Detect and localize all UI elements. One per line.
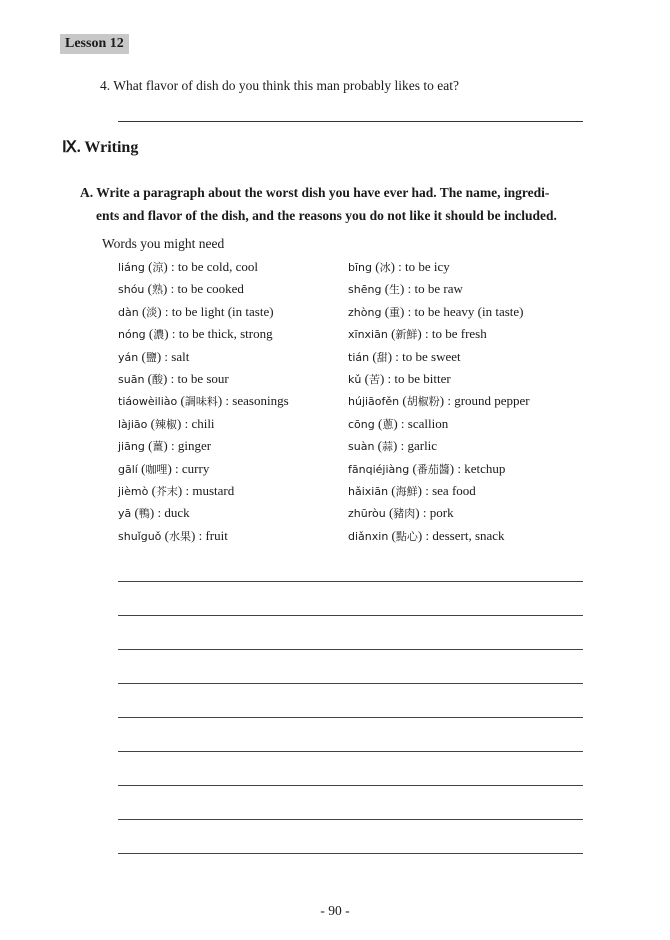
vocab-meaning: duck (164, 505, 190, 521)
vocab-pinyin: làjiāo (118, 417, 148, 431)
lesson-label: Lesson 12 (60, 34, 129, 54)
vocab-item: shóu (熟) : to be cooked (118, 281, 244, 297)
vocab-hanzi: 胡椒粉 (406, 395, 440, 409)
vocab-item: cōng (蔥) : scallion (348, 415, 449, 431)
vocab-pinyin: shēng (348, 283, 382, 297)
vocab-item: dàn (淡) : to be light (in taste) (118, 303, 274, 319)
vocab-hanzi: 濃 (153, 328, 165, 342)
vocab-hanzi: 咖哩 (145, 462, 168, 476)
vocab-meaning: to be cold, cool (177, 259, 259, 274)
vocab-meaning: to be sour (177, 371, 229, 387)
vocab-hanzi: 調味料 (184, 395, 218, 409)
prompt-line-2: ents and flavor of the dish, and the reasons you do not like it should be included. (96, 208, 557, 223)
vocab-pinyin: suàn (348, 440, 375, 454)
writing-prompt (80, 181, 580, 227)
vocab-meaning: pork (429, 505, 454, 521)
vocab-meaning: to be icy (405, 259, 450, 274)
vocab-item: bīng (冰) : to be icy (348, 259, 450, 274)
vocab-pinyin: hújiāofěn (348, 395, 400, 409)
vocab-pinyin: jièmò (118, 485, 149, 499)
section-title-text: . Writing (76, 139, 139, 156)
vocab-hanzi: 涼 (152, 261, 164, 274)
vocab-hanzi: 淡 (146, 305, 158, 319)
vocab-pinyin: yā (118, 507, 132, 521)
vocab-pinyin: gālí (118, 462, 138, 476)
vocab-list-left (118, 256, 289, 547)
vocab-meaning: to be bitter (394, 371, 451, 387)
vocab-pinyin: suān (118, 373, 145, 387)
section-numeral: Ⅸ (62, 139, 77, 156)
page-number: - 90 - (320, 903, 350, 918)
vocab-hanzi: 鴨 (138, 507, 150, 521)
vocab-meaning: ginger (177, 438, 212, 454)
vocab-pinyin: shuǐguǒ (118, 529, 162, 543)
vocab-pinyin: nóng (118, 328, 146, 342)
vocab-hanzi: 辣椒 (154, 417, 177, 431)
vocab-item: shuǐguǒ (水果) : fruit (118, 527, 228, 543)
vocab-meaning: to be raw (414, 281, 463, 297)
vocab-hanzi: 點心 (395, 529, 418, 543)
vocab-pinyin: kǔ (348, 373, 362, 387)
vocab-hanzi: 薑 (152, 440, 164, 454)
writing-line (118, 819, 583, 820)
vocab-meaning: salt (171, 348, 190, 364)
answer-line (118, 121, 583, 122)
vocab-hanzi: 酸 (152, 373, 164, 387)
vocab-meaning: chili (191, 415, 215, 431)
vocab-hanzi: 熟 (152, 283, 163, 297)
vocab-item: tián (甜) : to be sweet (348, 348, 461, 364)
vocab-hanzi: 番茄醬 (416, 462, 450, 476)
vocab-meaning: mustard (192, 483, 235, 499)
vocab-item: suān (酸) : to be sour (118, 371, 229, 387)
vocab-item: yán (鹽) : salt (118, 348, 190, 364)
vocab-list-right (348, 256, 530, 547)
vocab-pinyin: zhòng (348, 305, 382, 319)
vocab-hanzi: 海鮮 (395, 485, 418, 499)
vocab-pinyin: tián (348, 350, 370, 364)
vocab-hanzi: 甜 (376, 350, 388, 364)
vocab-meaning: to be heavy (in taste) (414, 303, 524, 319)
vocab-meaning: to be light (in taste) (171, 303, 274, 319)
vocab-hanzi: 苦 (368, 373, 380, 387)
vocab-pinyin: dàn (118, 305, 139, 319)
vocab-meaning: to be thick, strong (178, 326, 273, 342)
vocab-meaning: ketchup (464, 460, 506, 476)
words-heading: Words you might need (102, 236, 225, 251)
vocab-item: suàn (蒜) : garlic (348, 438, 438, 454)
writing-line (118, 853, 583, 854)
writing-line (118, 683, 583, 684)
vocab-meaning: to be cooked (177, 281, 244, 297)
vocab-pinyin: fānqiéjiàng (348, 462, 410, 476)
vocab-hanzi: 蒜 (382, 440, 394, 454)
vocab-pinyin: liáng (118, 261, 145, 274)
vocab-item: kǔ (苦) : to be bitter (348, 371, 451, 387)
vocab-meaning: fruit (205, 527, 228, 543)
vocab-item: zhūròu (豬肉) : pork (348, 505, 454, 521)
vocab-pinyin: bīng (348, 261, 372, 274)
writing-line (118, 751, 583, 752)
vocab-meaning: ground pepper (454, 393, 530, 409)
vocab-hanzi: 水果 (169, 529, 192, 543)
question-4: 4. What flavor of dish do you think this man probably likes to eat? (100, 78, 459, 93)
vocab-item: xīnxiān (新鮮) : to be fresh (348, 326, 487, 342)
vocab-item: jiāng (薑) : ginger (118, 438, 212, 454)
vocab-item: fānqiéjiàng (番茄醬) : ketchup (348, 460, 506, 476)
vocab-hanzi: 生 (389, 283, 401, 297)
writing-line (118, 581, 583, 582)
vocab-item: nóng (濃) : to be thick, strong (118, 326, 273, 342)
vocab-pinyin: yán (118, 350, 139, 364)
vocab-item: zhòng (重) : to be heavy (in taste) (348, 303, 524, 319)
writing-line (118, 615, 583, 616)
vocab-item: tiáowèiliào (調味料) : seasonings (118, 393, 289, 409)
vocab-meaning: dessert, snack (432, 527, 505, 543)
vocab-hanzi: 新鮮 (395, 328, 418, 342)
vocab-pinyin: shóu (118, 283, 145, 297)
prompt-line-1: A. Write a paragraph about the worst dish you have ever had. The name, ingredi- (80, 185, 550, 200)
section-title (62, 137, 138, 157)
writing-line (118, 717, 583, 718)
vocab-pinyin: tiáowèiliào (118, 395, 178, 409)
vocab-hanzi: 蔥 (382, 417, 394, 431)
vocab-item: jièmò (芥末) : mustard (118, 483, 235, 499)
vocab-hanzi: 芥末 (155, 485, 178, 499)
vocab-pinyin: hǎixiān (348, 485, 389, 499)
vocab-item: diǎnxin (點心) : dessert, snack (348, 527, 505, 543)
vocab-meaning: to be sweet (402, 348, 461, 364)
writing-line (118, 649, 583, 650)
vocab-meaning: curry (181, 460, 210, 476)
vocab-hanzi: 鹽 (145, 350, 157, 364)
vocab-pinyin: zhūròu (348, 507, 386, 521)
vocab-hanzi: 冰 (379, 261, 391, 274)
vocab-item: gālí (咖哩) : curry (118, 460, 210, 476)
vocab-item: shēng (生) : to be raw (348, 281, 463, 297)
writing-line (118, 785, 583, 786)
vocab-meaning: scallion (407, 415, 449, 431)
vocab-item: yā (鴨) : duck (118, 505, 190, 521)
vocab-item: hǎixiān (海鮮) : sea food (348, 483, 476, 499)
vocab-meaning: seasonings (232, 393, 289, 409)
vocab-item: liáng (涼) : to be cold, cool (118, 259, 259, 274)
vocab-hanzi: 重 (389, 305, 401, 319)
vocab-item: làjiāo (辣椒) : chili (118, 415, 215, 431)
vocab-meaning: garlic (407, 438, 438, 454)
vocab-meaning: sea food (432, 483, 476, 499)
vocab-pinyin: diǎnxin (348, 529, 389, 543)
vocab-item: hújiāofěn (胡椒粉) : ground pepper (348, 393, 530, 409)
vocab-meaning: to be fresh (431, 326, 487, 342)
vocab-pinyin: cōng (348, 417, 375, 431)
vocab-hanzi: 豬肉 (393, 507, 416, 521)
vocab-pinyin: jiāng (118, 440, 145, 454)
vocab-pinyin: xīnxiān (348, 328, 388, 342)
